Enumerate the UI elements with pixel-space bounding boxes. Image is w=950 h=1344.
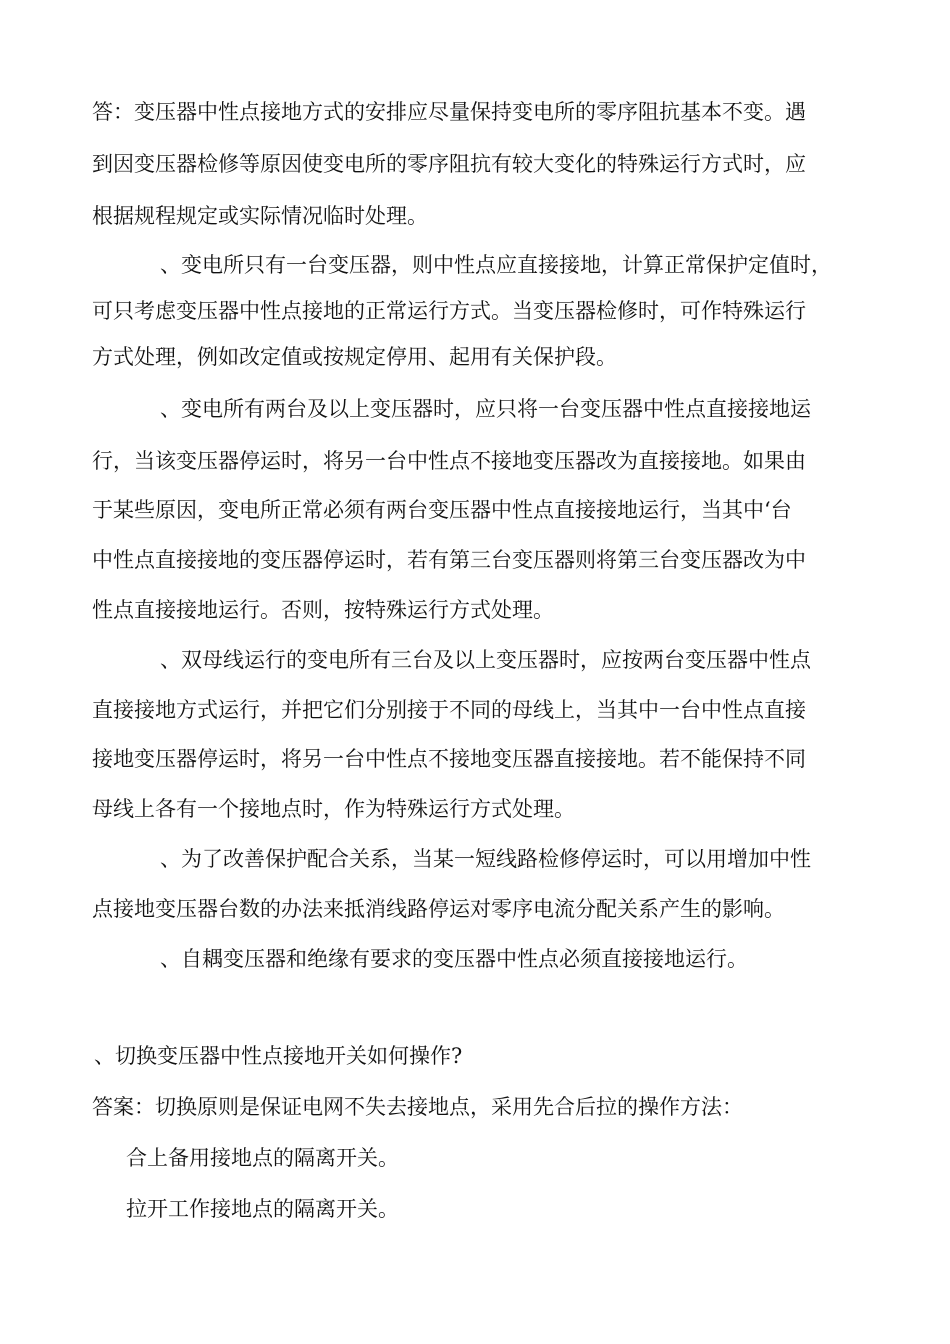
item2-line-3: 于某些原因，变电所正常必须有两台变压器中性点直接接地运行，当其中‘台: [92, 498, 792, 522]
item3-line-3: 接地变压器停运时，将另一台中性点不接地变压器直接接地。若不能保持不同: [92, 747, 806, 771]
item3-line-2: 直接接地方式运行，并把它们分别接于不同的母线上，当其中一台中性点直接: [92, 698, 806, 722]
question2-heading: 、切换变压器中性点接地开关如何操作?: [94, 1044, 463, 1068]
item5-line-1: 、自耦变压器和绝缘有要求的变压器中性点必须直接接地运行。: [160, 947, 748, 971]
item2-line-2: 行，当该变压器停运时，将另一台中性点不接地变压器改为直接接地。如果由: [92, 449, 806, 473]
item3-line-1: 、双母线运行的变电所有三台及以上变压器时，应按两台变压器中性点: [160, 648, 811, 672]
item2-line-5: 性点直接接地运行。否则，按特殊运行方式处理。: [92, 598, 554, 622]
answer1-line-2: 到因变压器检修等原因使变电所的零序阻抗有较大变化的特殊运行方式时，应: [92, 152, 806, 176]
step-1: 合上备用接地点的隔离开关。: [126, 1146, 399, 1170]
answer2-line: 答案：切换原则是保证电网不失去接地点，采用先合后拉的操作方法：: [92, 1095, 743, 1119]
item3-line-4: 母线上各有一个接地点时，作为特殊运行方式处理。: [92, 797, 575, 821]
item4-line-2: 点接地变压器台数的办法来抵消线路停运对零序电流分配关系产生的影响。: [92, 897, 785, 921]
item4-line-1: 、为了改善保护配合关系，当某一短线路检修停运时，可以用增加中性: [160, 847, 811, 871]
item2-line-1: 、变电所有两台及以上变压器时，应只将一台变压器中性点直接接地运: [160, 397, 811, 421]
item1-line-2: 可只考虑变压器中性点接地的正常运行方式。当变压器检修时，可作特殊运行: [92, 299, 806, 323]
step-2: 拉开工作接地点的隔离开关。: [126, 1197, 399, 1221]
answer1-line-3: 根据规程规定或实际情况临时处理。: [92, 204, 428, 228]
item1-line-3: 方式处理，例如改定值或按规定停用、起用有关保护段。: [92, 345, 617, 369]
item1-line-1: 、变电所只有一台变压器，则中性点应直接接地，计算正常保护定值时，: [160, 253, 832, 277]
item2-line-4: 中性点直接接地的变压器停运时，若有第三台变压器则将第三台变压器改为中: [92, 548, 806, 572]
answer1-line-1: 答：变压器中性点接地方式的安排应尽量保持变电所的零序阻抗基本不变。遇: [92, 100, 806, 124]
